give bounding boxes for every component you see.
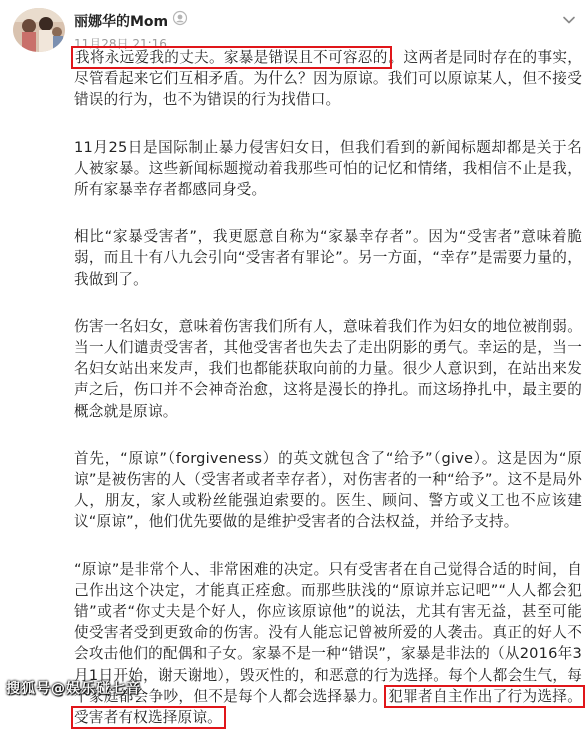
paragraph-text: “原谅”是非常个人、非常困难的决定。只有受害者在自己觉得合适的时间，自己作出这个决定，才能真正痊愈。而那些肤浅的“原谅并忘记吧”“人人都会犯错”或者“你丈夫是个好人，你应该原谅他”的说法，尤其有害无益，甚至可能使受害者受到更致命的伤害。没有人能忘记曾被所爱的人袭击。真正的好人不会攻击他们的配偶和子女。家暴不是一种“错误”，家暴是非法的（从2016年3月1日开始，谢天谢地），毁灭性的，和恶意的行为选择。每个人都会生气，每个家庭都会争吵，但不是每个人都会选择暴力。 <box>74 560 582 705</box>
paragraph <box>74 226 582 290</box>
post-body <box>74 47 582 754</box>
paragraph <box>74 559 582 729</box>
post-timestamp: 11月28日 21:16 <box>74 37 167 51</box>
paragraph-text: 首先，“原谅”（forgiveness）的英文就包含了“给予”（give）。这是因为“原谅”是被伤害的人（受害者或者幸存者），对伤害者的一种“给予”。这不是局外人，朋友，家人或粉丝能强迫索要的。医生、顾问、警方或义工也不应该建议“原谅”，他们优先要做的是维护受害者的合法权益，并给予支持。 <box>74 449 582 531</box>
highlighted-text: 我将永远爱我的丈夫。家暴是错误且不可容忍的 <box>75 49 388 66</box>
paragraph-text: 。这两者是同时存在的事实，尽管看起来它们互相矛盾。为什么？因为原谅。我们可以原谅某人，但不接受错误的行为，也不为错误的行为找借口。 <box>74 49 583 109</box>
paragraph <box>74 137 582 201</box>
chevron-down-icon[interactable] <box>562 12 576 26</box>
paragraph-text: 11月25日是国际制止暴力侵害妇女日，但我们看到的新闻标题却都是关于名人被家暴。这些新闻标题搅动着我那些可怕的记忆和情绪，我相信不止是我，所有家暴幸存者都感同身受。 <box>74 138 582 199</box>
paragraph <box>74 47 582 111</box>
paragraph-text: 相比“家暴受害者”，我更愿意自称为“家暴幸存者”。因为“受害者”意味着脆弱，而且十有八九会引向“受害者有罪论”。另一方面，“幸存”是需要力量的，我做到了。 <box>74 228 582 288</box>
highlighted-text: 犯罪者自主作出了行为选择。受害者有权选择原谅。 <box>74 687 582 727</box>
paragraph <box>74 316 582 422</box>
username[interactable]: 丽娜华的Mom <box>74 14 169 30</box>
avatar[interactable] <box>13 8 65 52</box>
paragraph <box>74 448 582 533</box>
paragraph-text: 伤害一名妇女，意味着伤害我们所有人，意味着我们作为妇女的地位被削弱。当一人们谴责受害者，其他受害者也失去了走出阴影的勇气。幸运的是，当一名妇女站出来发声，我们也都能获取向前的力量。很少人意识到，在站出来发声之后，伤口并不会神奇治愈，这将是漫长的挣扎。而这场挣扎中，最主要的概念就是原谅。 <box>74 317 582 420</box>
verified-badge-icon <box>172 10 188 26</box>
watermark: 搜狐号@娱乐碰七音 <box>6 681 141 697</box>
